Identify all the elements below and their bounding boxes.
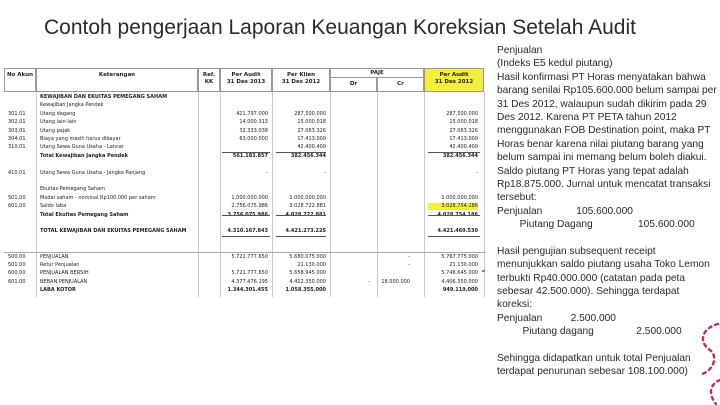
- cell-no: 600.00: [8, 270, 26, 277]
- cell-b: 21.130.000: [297, 262, 326, 268]
- cell-a: 5.721.777.650: [231, 253, 268, 260]
- note-line: belum sampai ini memang belum boleh diakui.: [497, 152, 707, 164]
- cell-b: 5.658.945.000: [289, 270, 326, 277]
- note-line: [497, 339, 711, 352]
- note-line: menunjukkan saldo piutang usaha Toko Lemon: [497, 259, 710, 271]
- cell-a: 5.721.777.650: [231, 270, 268, 277]
- cell-c: 15.000.018: [449, 119, 478, 126]
- cell-ket: Biaya yang masih harus dibayar: [40, 136, 121, 142]
- decorative-dots-icon: [680, 320, 720, 405]
- note-line: Penjualan 2.500.000: [497, 312, 616, 324]
- page-title: Contoh pengerjaan Laporan Keuangan Koreksian Setelah Audit: [44, 16, 636, 39]
- cell-b: 5.680.075.000: [289, 253, 326, 260]
- note-line: Sehingga didapatkan untuk total Penjualan: [497, 352, 691, 364]
- cell-cr: -: [408, 262, 410, 268]
- cell-no: 304.01: [8, 136, 26, 142]
- cell-c: 27.063.326: [449, 127, 478, 134]
- cell-b: 287.500.000: [294, 110, 326, 117]
- cell-a: 561.183.857: [232, 152, 268, 159]
- cell-no: 501.00: [8, 194, 26, 201]
- header-per-klien: Per Klien 31 Des 2012: [272, 68, 330, 92]
- cell-no: 301.01: [8, 110, 26, 117]
- cell-c: 21.130.000: [449, 262, 478, 268]
- table-row: [4, 186, 486, 193]
- cell-a: 32.333.038: [239, 127, 268, 134]
- cell-c: 5.746.645.000: [441, 270, 478, 277]
- table-row: [4, 220, 486, 227]
- cell-cr: -: [408, 253, 410, 260]
- note-line: Piutang dagang 2.500.000: [497, 326, 682, 338]
- note-line: 31 Des 2012, walaupun sudah dikirim pada 29: [497, 98, 707, 110]
- cell-ket: PENJUALAN BERSIH: [40, 270, 89, 277]
- cell-a: 1.000.000.000: [231, 194, 268, 201]
- header-per-audit-2012: Per Audit 31 Des 2012: [424, 68, 484, 92]
- note-line: menggunakan FOB Destination point, maka PT: [497, 125, 711, 137]
- cell-c: 287.500.000: [446, 110, 478, 117]
- cell-no: 500.00: [8, 253, 26, 260]
- cell-a: 4.310.167.843: [227, 228, 268, 235]
- cell-a: 63.000.000: [239, 136, 268, 142]
- table-row: [4, 153, 486, 160]
- note-line: Piutang Dagang 105.600.000: [497, 219, 695, 231]
- spreadsheet-image: [4, 68, 486, 300]
- table-row: [4, 228, 486, 235]
- header-ref-kk: Ref. KK: [198, 68, 220, 92]
- cell-c: 17.413.000: [449, 136, 478, 142]
- cell-c: 5.767.775.000: [441, 253, 478, 260]
- cell-c: 4.406.350.000: [441, 278, 478, 285]
- table-row: [4, 178, 486, 185]
- cell-ket: TOTAL KEWAJIBAN DAN EKUITAS PEMEGANG SAHAM: [40, 228, 187, 235]
- note-line: Penjualan 105.600.000: [497, 205, 633, 217]
- cell-ket: Utang lain-lain: [40, 119, 77, 126]
- cell-ket: Utang Sewa Guna Usaha - Lancar: [40, 144, 124, 151]
- note-line: (Indeks E5 kedul piutang): [497, 58, 613, 70]
- note-line: sebesar 42.500.000). Sehingga terdapat: [497, 286, 680, 298]
- cell-b: 1.000.000.000: [289, 194, 326, 201]
- header-keterangan: Keterangan: [36, 68, 198, 92]
- table-row: [4, 170, 486, 177]
- cell-b: -: [324, 169, 326, 176]
- cell-ket: PENJUALAN: [40, 253, 69, 260]
- cell-b: 3.028.722.881: [289, 203, 326, 210]
- note-line: Hasil konfirmasi PT Horas menyatakan bahwa: [497, 71, 706, 83]
- table-row: [4, 203, 486, 210]
- cell-no: 501.00: [8, 262, 26, 268]
- cell-c: 949.119.000: [442, 287, 478, 294]
- cell-b: 42.400.400: [297, 144, 326, 151]
- cell-b: 4.421.273.225: [285, 228, 326, 235]
- cell-a: 421.797.000: [236, 110, 268, 117]
- note-line: Hasil pengujian subsequent receipt: [497, 245, 656, 257]
- cell-no: 302.01: [8, 119, 26, 126]
- cell-a: 4.377.476.195: [231, 278, 268, 285]
- table-row: [4, 144, 486, 151]
- cell-c: -: [476, 169, 478, 176]
- note-line: Horas benar karena nilai piutang barang yang: [497, 138, 704, 150]
- table-row: [4, 279, 486, 286]
- cell-b: 27.063.326: [297, 127, 326, 134]
- table-row: [4, 94, 486, 101]
- table-row: [4, 195, 486, 202]
- table-row: [4, 102, 486, 109]
- table-row: [4, 128, 486, 135]
- cell-b: 4.412.350.000: [289, 278, 326, 285]
- table-row: [4, 161, 486, 168]
- cell-no: 303.01: [8, 127, 26, 134]
- cell-cr: 18.000.000: [381, 278, 410, 285]
- green-marker: [482, 270, 485, 272]
- cell-a: 2.756.075.986: [231, 203, 268, 210]
- note-line: barang senilai Rp105.600.000 belum sampai per: [497, 85, 717, 97]
- cell-ket: Total Kewajiban Jangka Pendek: [40, 152, 128, 159]
- header-per-audit-2013: Per Audit 31 Des 2013: [220, 68, 272, 92]
- cell-dr: -: [368, 278, 370, 285]
- note-line: Penjualan: [497, 45, 543, 56]
- note-line: Rp18.875.000. Jurnal untuk mencatat transaksi: [497, 178, 711, 190]
- header-dr: Dr: [330, 78, 377, 92]
- cell-a: -: [266, 169, 268, 176]
- table-row: [4, 111, 486, 118]
- cell-a: 1.344.301.455: [227, 287, 268, 294]
- table-row: [4, 270, 486, 277]
- cell-ket: Saldo laba: [40, 203, 67, 210]
- cell-c: 382.456.344: [442, 152, 478, 159]
- cell-no: 310.01: [8, 144, 26, 151]
- table-row: [4, 254, 486, 261]
- cell-b: 17.413.000: [297, 136, 326, 142]
- header-cr: Cr: [377, 78, 424, 92]
- cell-c: 1.000.000.000: [441, 194, 478, 201]
- note-line: koreksi:: [497, 299, 533, 311]
- cell-b: 382.456.344: [290, 152, 326, 159]
- cell-ket: KEWAJIBAN DAN EKUITAS PEMEGANG SAHAM: [40, 94, 168, 100]
- cell-ket: Utang pajak: [40, 127, 71, 134]
- cell-ket: Utang Sewa Guna Usaha - Jangka Panjang: [40, 169, 146, 176]
- cell-ket: Kewajiban Jangka Pendek: [40, 102, 104, 109]
- cell-ket: Ekuitas Pemegang Saham: [40, 186, 106, 193]
- cell-ket: Utang dagang: [40, 110, 76, 117]
- cell-ket: Total Ekuitas Pemegang Saham: [40, 211, 129, 218]
- audit-notes: [497, 44, 717, 379]
- note-line: Saldo piutang PT Horas yang tepat adalah: [497, 165, 689, 177]
- cell-ket: LABA KOTOR: [40, 287, 76, 294]
- cell-b: 1.058.355.000: [285, 287, 326, 294]
- cell-ket: BEBAN PENJUALAN: [40, 278, 88, 285]
- cell-no: 601.00: [8, 278, 26, 285]
- cell-ket: Modal saham - nominal Rp100.000 per saham: [40, 194, 156, 201]
- note-line: [497, 231, 711, 244]
- note-line: Des 2012. Karena PT PETA tahun 2012: [497, 111, 677, 123]
- note-line: terdapat penurunan sebesar 108.100.000): [497, 366, 688, 378]
- note-line: tersebut:: [497, 192, 537, 204]
- table-row: [4, 136, 486, 143]
- table-row: [4, 287, 486, 294]
- note-line: terbukti Rp40.000.000 (catatan pada peta: [497, 272, 686, 284]
- cell-no: 410.01: [8, 169, 26, 176]
- table-row: [4, 262, 486, 269]
- table-row: [4, 237, 486, 244]
- table-row: [4, 119, 486, 126]
- cell-ket: Retur Penjualan: [40, 262, 80, 268]
- cell-no: 601.00: [8, 203, 26, 210]
- cell-a: 14.000.313: [239, 119, 268, 126]
- header-no-akun: No Akun: [4, 68, 36, 92]
- cell-c: 4.421.469.530: [437, 228, 478, 235]
- header-paje: PAJE: [330, 68, 424, 78]
- cell-b: 15.000.018: [297, 119, 326, 126]
- cell-c: 3.028.754.186: [428, 203, 478, 210]
- cell-c: 42.400.400: [449, 144, 478, 151]
